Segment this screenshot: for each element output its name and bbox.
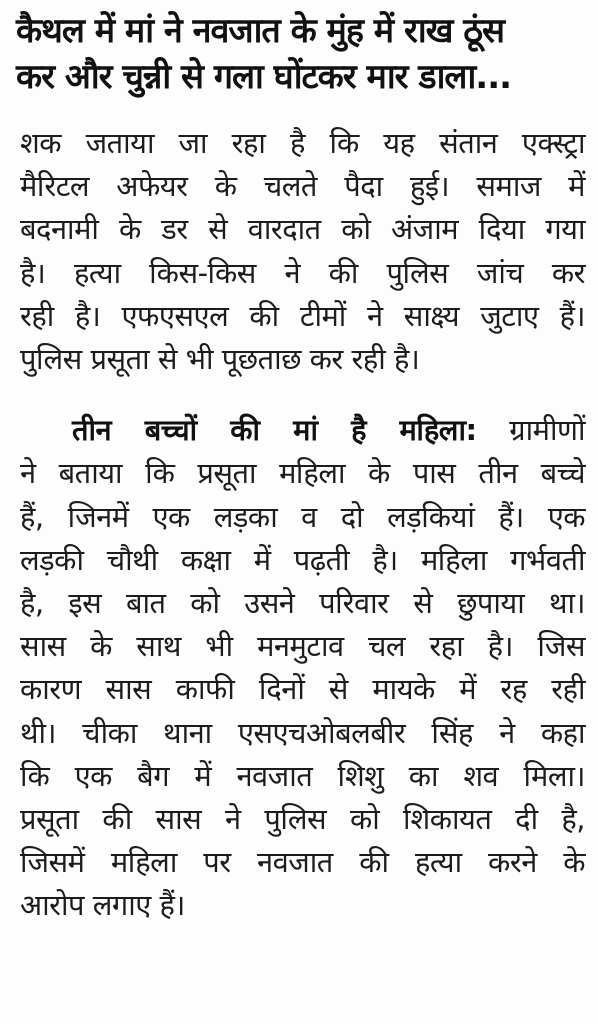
paragraph-2-line: सास के साथ भी मनमुटाव चल रहा है। जिस <box>20 629 585 664</box>
headline <box>16 8 591 100</box>
paragraph-2-line: आरोप लगाए हैं। <box>20 888 185 923</box>
paragraph-1-line: पुलिस प्रसूता से भी पूछताछ कर रही है। <box>20 342 420 377</box>
paragraph-2-line: थी। चीका थाना एसएचओबलबीर सिंह ने कहा <box>20 715 585 750</box>
paragraph-1-line: रही है। एफएसएल की टीमों ने साक्ष्य जुटाए हैं। <box>20 298 585 333</box>
paragraph-2-subhead: तीन बच्चों की मां है महिला: <box>72 413 477 448</box>
headline-line-2: कर और चुन्नी से गला घोंटकर मार डाला... <box>16 57 512 97</box>
paragraph-2-line: जिसमें महिला पर नवजात की हत्या करने के <box>20 845 585 880</box>
paragraph-2-line: प्रसूता की सास ने पुलिस को शिकायत दी है, <box>20 802 585 837</box>
paragraph-1 <box>20 122 585 381</box>
paragraph-2-line: है, इस बात को उसने परिवार से छुपाया था। <box>20 586 585 621</box>
paragraph-2-line: ने बताया कि प्रसूता महिला के पास तीन बच्चे <box>20 456 585 491</box>
paragraph-1-line: है। हत्या किस-किस ने की पुलिस जांच कर <box>20 255 585 290</box>
paragraph-1-line: मैरिटल अफेयर के चलते पैदा हुई। समाज में <box>20 169 585 204</box>
paragraph-2-line: लड़की चौथी कक्षा में पढ़ती है। महिला गर्भवती <box>20 542 585 577</box>
paragraph-2-line: कि एक बैग में नवजात शिशु का शव मिला। <box>20 758 585 793</box>
paragraph-2-line: हैं, जिनमें एक लड़का व दो लड़कियां हैं। एक <box>20 499 585 534</box>
paragraph-1-line: शक जताया जा रहा है कि यह संतान एक्स्ट्रा <box>20 126 585 160</box>
article-body <box>20 122 585 928</box>
paragraph-2-first-line <box>20 409 585 452</box>
paragraph-2 <box>20 409 585 927</box>
paragraph-2-first-line-rest: ग्रामीणों <box>476 413 586 448</box>
paragraph-1-line: बदनामी के डर से वारदात को अंजाम दिया गया <box>20 212 585 247</box>
headline-line-1: कैथल में मां ने नवजात के मुंह में राख ठूंस <box>16 11 505 51</box>
paragraph-2-line: कारण सास काफी दिनों से मायके में रह रही <box>20 672 585 707</box>
